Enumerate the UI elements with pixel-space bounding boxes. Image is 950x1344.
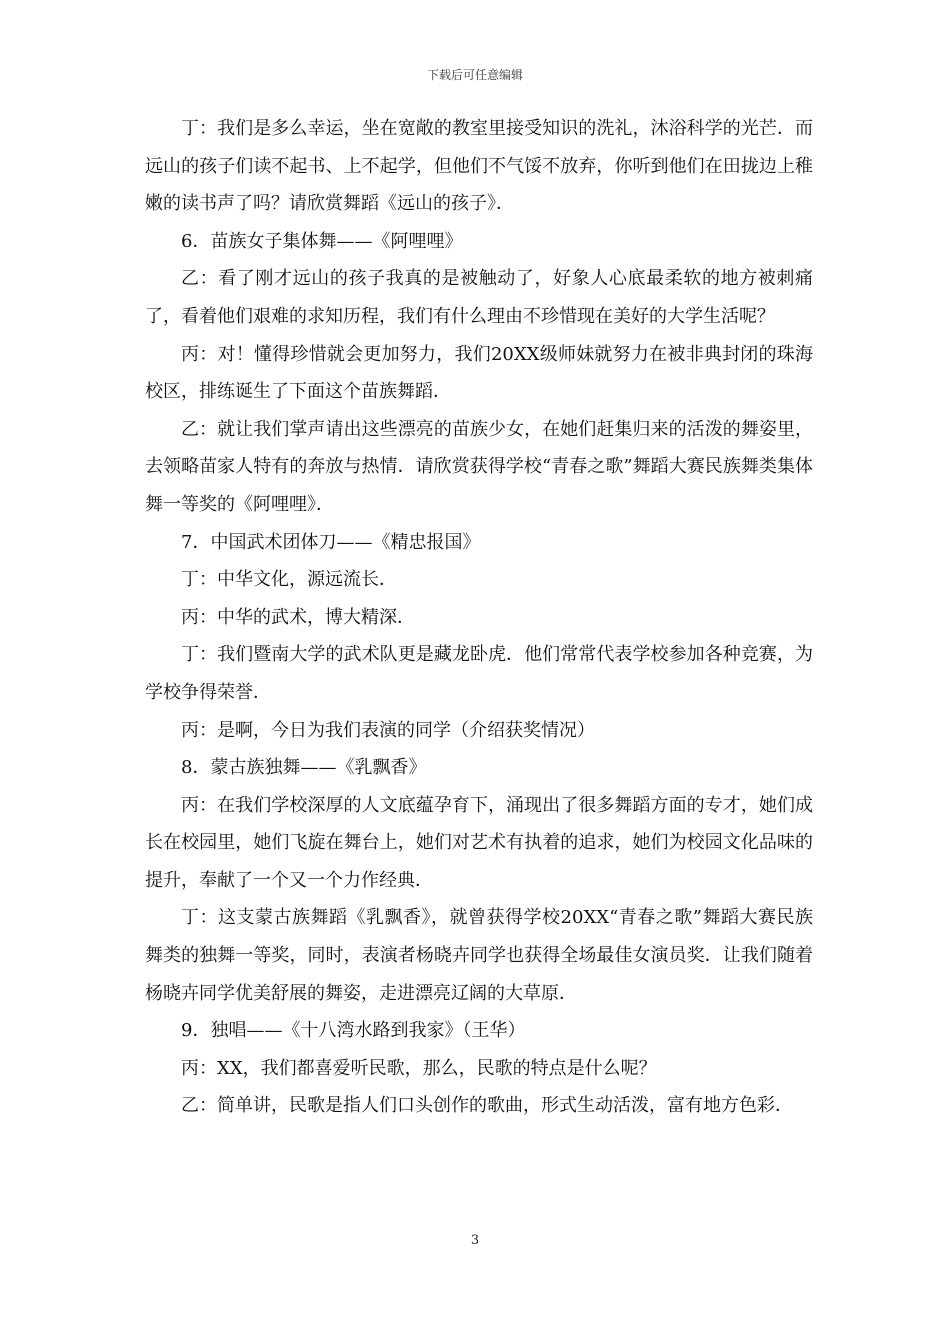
page-header: 下载后可任意编辑: [426, 68, 523, 82]
paragraph: 丁：这支蒙古族舞蹈《乳飘香》，就曾获得学校20XX“青春之歌”舞蹈大赛民族舞类的独舞一等奖，同时，表演者杨晓卉同学也获得全场最佳女演员奖．让我们随着杨晓卉同学优美舒展的舞姿，走进漂亮辽阔的大草原．: [145, 907, 813, 1004]
paragraph: 丁：我们是多么幸运，坐在宽敞的教室里接受知识的洗礼，沐浴科学的光芒．而远山的孩子们读不起书、上不起学，但他们不气馁不放弃，你听到他们在田拢边上稚嫩的读书声了吗？请欣赏舞蹈《远山的孩子》．: [145, 118, 813, 215]
section-heading: 6．苗族女子集体舞——《阿哩哩》: [181, 230, 463, 252]
section-heading: 9．独唱——《十八湾水路到我家》（王华）: [181, 1020, 526, 1042]
paragraph: 丁：我们暨南大学的武术队更是藏龙卧虎．他们常常代表学校参加各种竞赛，为学校争得荣誉．: [145, 644, 813, 703]
paragraph: 丙：在我们学校深厚的人文底蕴孕育下，涌现出了很多舞蹈方面的专才，她们成长在校园里，她们飞旋在舞台上，她们对艺术有执着的追求，她们为校园文化品味的提升，奉献了一个又一个力作经典．: [145, 794, 813, 891]
paragraph: 乙：就让我们掌声请出这些漂亮的苗族少女，在她们赶集归来的活泼的舞姿里，去领略苗家人特有的奔放与热情．请欣赏获得学校“青春之歌”舞蹈大赛民族舞类集体舞一等奖的《阿哩哩》．: [145, 418, 813, 515]
document-body: [145, 110, 813, 1125]
paragraph: 丙：XX，我们都喜爱听民歌，那么，民歌的特点是什么呢？: [181, 1057, 657, 1079]
section-heading: 7．中国武术团体刀——《精忠报国》: [181, 531, 481, 553]
page-number: 3: [470, 1233, 480, 1248]
paragraph: 乙：看了刚才远山的孩子我真的是被触动了，好象人心底最柔软的地方被刺痛了，看着他们艰难的求知历程，我们有什么理由不珍惜现在美好的大学生活呢？: [145, 268, 813, 327]
paragraph: 乙：简单讲，民歌是指人们口头创作的歌曲，形式生动活泼，富有地方色彩．: [181, 1095, 793, 1117]
section-heading: 8．蒙古族独舞——《乳飘香》: [181, 757, 427, 779]
paragraph: 丁：中华文化，源远流长．: [181, 569, 397, 591]
paragraph: 丙：是啊，今日为我们表演的同学（介绍获奖情况）: [181, 719, 595, 741]
paragraph: 丙：中华的武术，博大精深．: [181, 606, 415, 628]
paragraph: 丙：对！懂得珍惜就会更加努力，我们20XX级师妹就努力在被非典封闭的珠海校区，排练诞生了下面这个苗族舞蹈．: [145, 343, 813, 403]
